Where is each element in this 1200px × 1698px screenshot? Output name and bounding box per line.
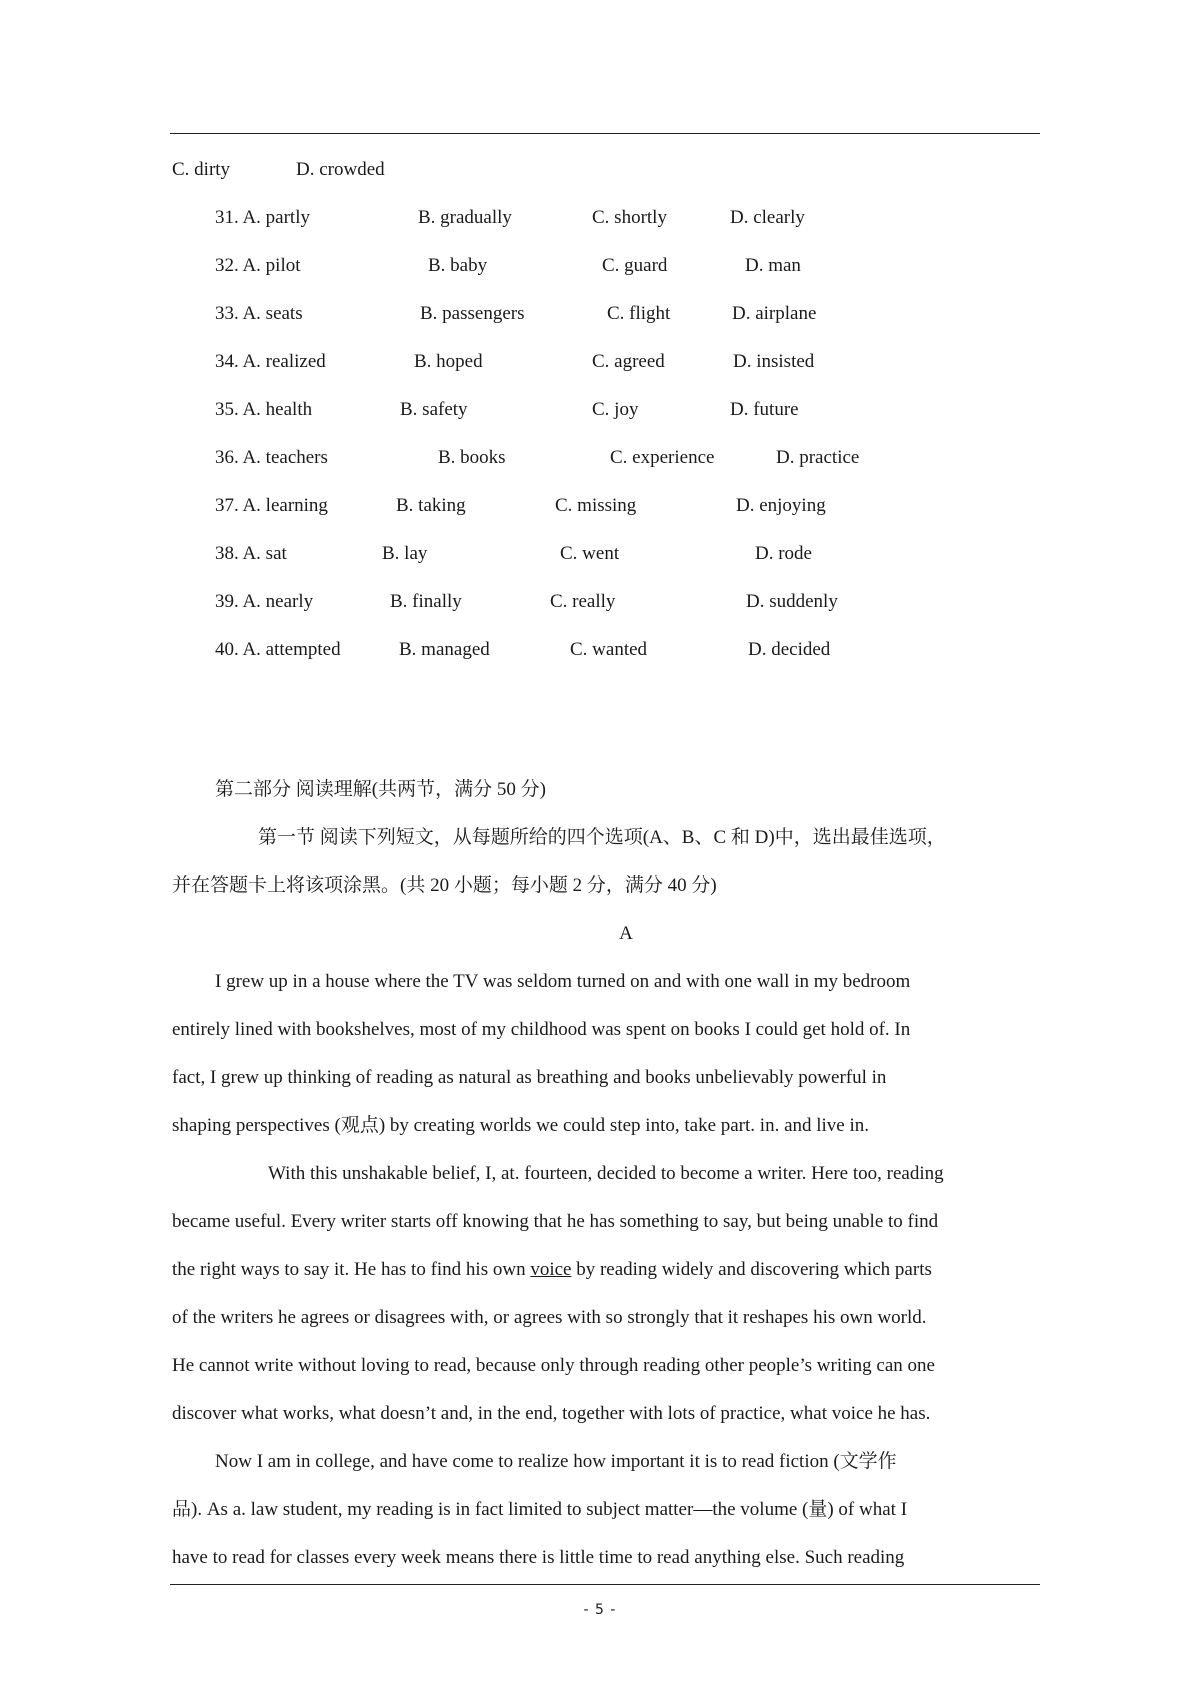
paragraph-3-line: 品). As a. law student, my reading is in fact limited to subject matter—the volume (量) of what I [172,1499,908,1520]
option-d: D. clearly [730,207,805,228]
option-c: C. went [560,543,620,564]
page-number: - 5 - [583,1602,617,1618]
footer-rule [170,1584,1040,1585]
paragraph-1-line: shaping perspectives (观点) by creating worlds we could step into, take part. in. and live in. [172,1115,870,1136]
header-rule [170,133,1040,134]
option-d: D. enjoying [736,495,826,516]
option-d: D. man [745,255,801,276]
option-b: B. lay [382,543,428,564]
option-a: 35. A. health [215,399,313,420]
option-c: C. dirty [172,159,231,180]
paragraph-3-line: Now I am in college, and have come to realize how important it is to read fiction (文学作 [215,1451,897,1472]
option-c: C. guard [602,255,668,276]
option-a: 31. A. partly [215,207,310,228]
option-b: B. books [438,447,506,468]
option-d: D. future [730,399,799,420]
option-b: B. safety [400,399,468,420]
paragraph-2-line: discover what works, what doesn’t and, in the end, together with lots of practice, what voice he has. [172,1403,931,1424]
option-b: B. hoped [414,351,483,372]
option-c: C. experience [610,447,715,468]
option-c: C. joy [592,399,639,420]
option-a: 39. A. nearly [215,591,314,612]
paragraph-1-line: I grew up in a house where the TV was seldom turned on and with one wall in my bedroom [215,971,911,992]
option-a: 38. A. sat [215,543,287,564]
text-before-underlined-word: the right ways to say it. He has to find his own [172,1259,531,1280]
option-d: D. insisted [733,351,815,372]
option-c: C. missing [555,495,637,516]
option-b: B. baby [428,255,488,276]
passage-label: A [619,923,633,944]
paragraph-3-line: have to read for classes every week means there is little time to read anything else. Such reading [172,1547,905,1568]
option-d: D. practice [776,447,860,468]
underlined-word-voice: voice [530,1259,572,1280]
option-a: 40. A. attempted [215,639,341,660]
option-d: D. decided [748,639,831,660]
paragraph-1-line: entirely lined with bookshelves, most of my childhood was spent on books I could get hold of. In [172,1019,911,1040]
option-c: C. flight [607,303,671,324]
option-c: C. wanted [570,639,648,660]
section-one-instructions-line-1: 第一节 阅读下列短文，从每题所给的四个选项(A、B、C 和 D)中，选出最佳选项， [258,827,946,848]
paragraph-2-line: became useful. Every writer starts off knowing that he has something to say, but being unable to find [172,1211,939,1232]
option-b: B. gradually [418,207,512,228]
option-a: 34. A. realized [215,351,326,372]
text-after-underlined-word: by reading widely and discovering which parts [571,1259,932,1280]
option-b: B. taking [396,495,466,516]
option-d: D. airplane [732,303,817,324]
option-d: D. suddenly [746,591,838,612]
option-a: 33. A. seats [215,303,303,324]
option-c: C. agreed [592,351,665,372]
option-b: B. passengers [420,303,525,324]
option-b: B. managed [399,639,490,660]
option-a: 32. A. pilot [215,255,301,276]
paragraph-2-line: He cannot write without loving to read, because only through reading other people’s writing can one [172,1355,935,1376]
paragraph-2-line: of the writers he agrees or disagrees with, or agrees with so strongly that it reshapes his own world. [172,1307,927,1328]
option-b: B. finally [390,591,462,612]
option-c: C. really [550,591,616,612]
paragraph-2-line: With this unshakable belief, I, at. fourteen, decided to become a writer. Here too, reading [268,1163,944,1184]
paragraph-1-line: fact, I grew up thinking of reading as natural as breathing and books unbelievably powerful in [172,1067,887,1088]
paragraph-2-line [172,1258,932,1282]
part-two-heading: 第二部分 阅读理解(共两节，满分 50 分) [215,779,546,800]
section-one-instructions-line-2: 并在答题卡上将该项涂黑。(共 20 小题；每小题 2 分，满分 40 分) [172,875,717,896]
option-d: D. crowded [296,159,385,180]
option-c: C. shortly [592,207,667,228]
option-d: D. rode [755,543,812,564]
option-a: 36. A. teachers [215,447,328,468]
option-a: 37. A. learning [215,495,328,516]
